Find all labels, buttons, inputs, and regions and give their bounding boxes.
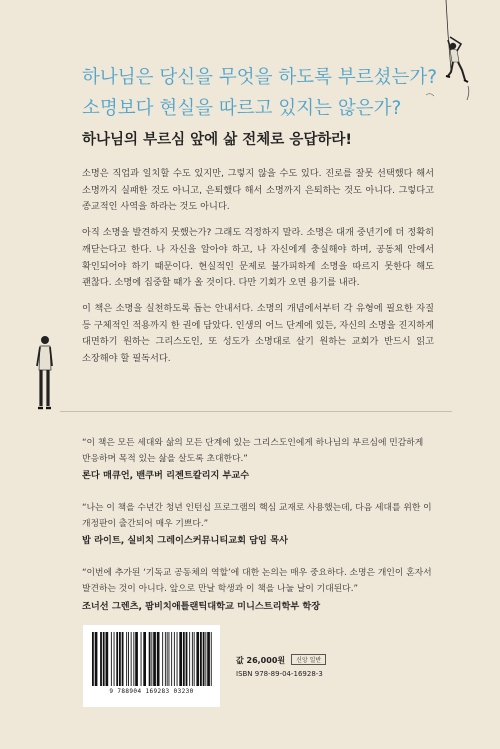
barcode-bar: [149, 632, 151, 686]
barcode-bar: [133, 632, 134, 686]
section-divider: [60, 411, 452, 412]
barcode-number: 9 788904 169283 03230: [109, 688, 194, 695]
barcode-bar: [141, 632, 142, 686]
endorsement-text: “이번에 추가된 ‘기독교 공동체의 역할’에 대한 논의는 매우 중요하다. 소명은 개인이 혼자서 발견하는 것이 아니다. 앞으로 만날 학생과 이 책을 나눌 날이 기대된다.”: [82, 568, 432, 594]
barcode-bar: [151, 632, 152, 686]
endorsement: [82, 566, 442, 614]
headline-line-1: 하나님은 당신을 무엇을 하도록 부르셨는가?: [82, 67, 438, 88]
barcode-bar: [169, 632, 170, 686]
barcode-bar: [153, 632, 156, 686]
barcode-bar: [111, 632, 112, 686]
barcode-bar: [157, 632, 160, 686]
barcode-bar: [171, 632, 172, 686]
barcode-bar: [167, 632, 168, 686]
isbn-barcode: [90, 632, 213, 686]
description-paragraph: 소명은 직업과 일치할 수도 있지만, 그렇지 않을 수도 있다. 진로를 잘못 선택했다 해서 소명까지 실패한 것도 아니고, 은퇴했다 해서 소명까지 은퇴하는 것도 아니다. 그렇다고 종교적인 사역을 하라는 것도 아니다.: [82, 168, 434, 213]
barcode-bar: [114, 632, 115, 686]
barcode-bar: [95, 632, 98, 686]
isbn-text: ISBN 978-89-04-16928-3: [236, 670, 323, 678]
barcode-bar: [179, 632, 182, 686]
barcode-bar: [177, 632, 178, 686]
barcode-bar: [143, 632, 146, 686]
standing-man-illustration: [28, 332, 58, 414]
barcode-bar: [135, 632, 138, 686]
description-paragraph: 아직 소명을 발견하지 못했는가? 그래도 걱정하지 말라. 소명은 대개 중년기에 더 정확히 깨닫는다고 한다. 나 자신을 알아야 하고, 나 자신에게 충실해야 하며, 공동체 안에서 확인되어야 하기 때문이다. 현실적인 문제로 불가피하게 소명을 따르지 못한다 해도 괜찮다. 소명에 집중할 때가 올 것이다. 다만 기회가 오면 용기를 내라.: [82, 227, 434, 289]
barcode-bar: [196, 632, 199, 686]
endorsement: [82, 501, 442, 549]
headline-line-2: 소명보다 현실을 따르고 있지는 않은가?: [82, 98, 402, 119]
barcode-bar: [183, 632, 185, 686]
endorsement-text: “나는 이 책을 수년간 청년 인턴십 프로그램의 핵심 교재로 사용했는데, 다음 세대를 위한 이 개정판이 출간되어 매우 기쁘다.”: [82, 503, 432, 529]
price: 값 26,000원: [236, 656, 286, 665]
barcode-bar: [194, 632, 195, 686]
endorsement-author: 조너선 그렌츠, 팜비치애틀랜틱대학교 미니스트리학부 학장: [82, 600, 321, 612]
barcode-bar: [203, 632, 205, 686]
endorsement-author: 론다 매큐언, 밴쿠버 리젠트칼리지 부교수: [82, 470, 250, 482]
barcode-bar: [92, 632, 94, 686]
barcode-bar: [165, 632, 166, 686]
barcode-bar: [186, 632, 188, 686]
headline: [82, 62, 442, 124]
barcode-bar: [207, 632, 210, 686]
barcode-bar: [126, 632, 127, 686]
barcode-bar: [122, 632, 124, 686]
barcode-bar: [174, 632, 175, 686]
barcode-bar: [211, 632, 212, 686]
barcode-bar: [162, 632, 163, 686]
subheading: 하나님의 부르심 앞에 삶 전체로 응답하라!: [82, 132, 352, 148]
barcode-bar: [103, 632, 105, 686]
endorsement: [82, 436, 442, 484]
barcode-bar: [192, 632, 193, 686]
endorsement-text: “이 책은 모든 세대와 삶의 모든 단계에 있는 그리스도인에게 하나님의 부르심에 민감하게 반응하며 목적 있는 삶을 살도록 초대한다.”: [82, 438, 424, 464]
description-paragraph: 이 책은 소명을 실천하도록 돕는 안내서다. 소명의 개념에서부터 각 유형에 필요한 자질 등 구체적인 적용까지 한 권에 담았다. 인생의 어느 단계에 있든, 자신의 소명을 진지하게 대면하기 원하는 그리스도인, 또 성도가 소명대로 살기 원하는 교회가 반드시 읽고 소장해야 할 필독서다.: [82, 302, 434, 365]
barcode-bar: [189, 632, 190, 686]
barcode-bar: [205, 632, 206, 686]
barcode-bar: [119, 632, 121, 686]
barcode-bar: [100, 632, 102, 686]
endorsements: [82, 436, 442, 632]
barcode-bar: [116, 632, 118, 686]
barcode-bar: [128, 632, 129, 686]
endorsement-author: 밥 라이트, 실비치 그레이스커뮤니티교회 담임 목사: [82, 535, 288, 547]
barcode-bar: [200, 632, 202, 686]
price-info: [236, 648, 326, 678]
description: [82, 166, 434, 377]
category-badge: 신앙 일반: [291, 654, 326, 665]
barcode-label: [83, 625, 220, 707]
barcode-bar: [106, 632, 109, 686]
barcode-bar: [131, 632, 132, 686]
